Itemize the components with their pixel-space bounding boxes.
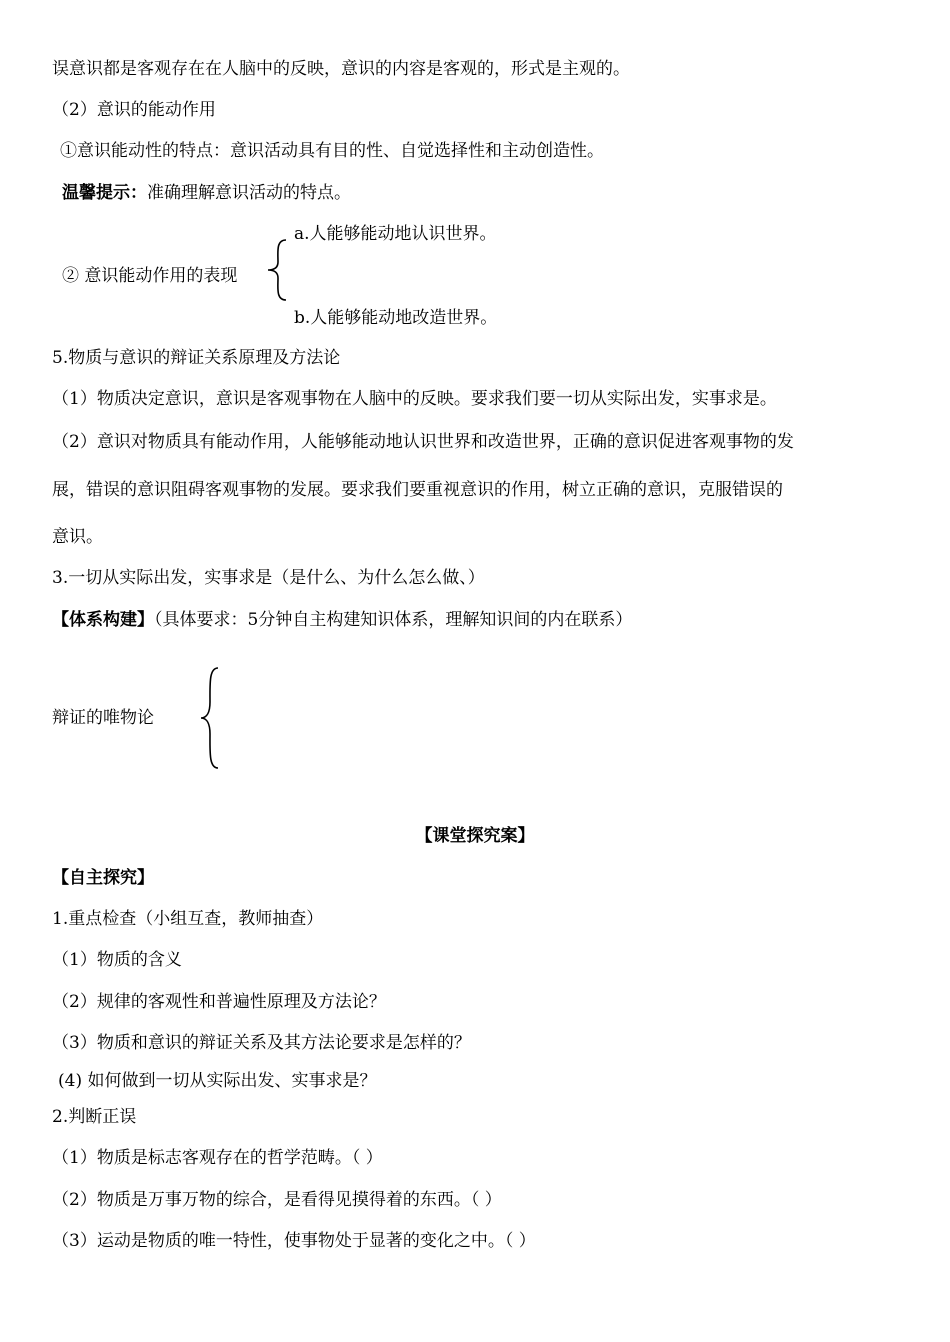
tip-text: 准确理解意识活动的特点。: [147, 183, 351, 203]
brace-item-a: a.人能够能动地认识世界。: [294, 224, 497, 244]
list-item: （2）规律的客观性和普遍性原理及方法论？: [52, 992, 386, 1012]
list-item: （3）运动是物质的唯一特性，使事物处于显著的变化之中。（ ）: [52, 1231, 536, 1251]
brace-label: 辩证的唯物论: [52, 708, 154, 728]
system-build-label: 【体系构建】: [52, 610, 154, 630]
system-build-line: [52, 608, 632, 632]
list-item: （1）物质是标志客观存在的哲学范畴。（ ）: [52, 1148, 383, 1168]
section-heading: 3.一切从实际出发，实事求是（是什么、为什么怎么做、）: [52, 568, 485, 588]
left-brace-icon: [198, 666, 222, 770]
section-heading: 5.物质与意识的辩证关系原理及方法论: [52, 348, 341, 368]
question-heading: 1.重点检查（小组互查，教师抽查）: [52, 909, 324, 929]
list-item: (4) 如何做到一切从实际出发、实事求是？: [58, 1071, 377, 1091]
section-heading: 【自主探究】: [52, 868, 154, 888]
paragraph-line: 意识。: [52, 527, 103, 547]
list-item: （2）物质是万事万物的综合，是看得见摸得着的东西。（ ）: [52, 1190, 502, 1210]
paragraph-line: （2）意识对物质具有能动作用，人能够能动地认识世界和改造世界，正确的意识促进客观事物的发: [52, 432, 794, 452]
section-heading: （2）意识的能动作用: [52, 100, 216, 120]
list-item: （1）物质的含义: [52, 950, 182, 970]
paragraph-line: 误意识都是客观存在在人脑中的反映，意识的内容是客观的，形式是主观的。: [52, 59, 630, 79]
paragraph-line: 展，错误的意识阻碍客观事物的发展。要求我们要重视意识的作用，树立正确的意识，克服错误的: [52, 480, 783, 500]
system-build-text: （具体要求：5分钟自主构建知识体系，理解知识间的内在联系）: [154, 610, 633, 630]
left-brace-icon: [264, 238, 290, 302]
paragraph-line: ①意识能动性的特点：意识活动具有目的性、自觉选择性和主动创造性。: [60, 141, 604, 161]
tip-line: [62, 181, 351, 205]
brace-label: ② 意识能动作用的表现: [62, 266, 238, 286]
brace-item-b: b.人能够能动地改造世界。: [294, 308, 498, 328]
question-heading: 2.判断正误: [52, 1107, 137, 1127]
page-section-title: 【课堂探究案】: [415, 826, 535, 846]
tip-label: 温馨提示：: [62, 183, 147, 203]
paragraph-line: （1）物质决定意识，意识是客观事物在人脑中的反映。要求我们要一切从实际出发，实事求是。: [52, 389, 777, 409]
list-item: （3）物质和意识的辩证关系及其方法论要求是怎样的？: [52, 1033, 471, 1053]
